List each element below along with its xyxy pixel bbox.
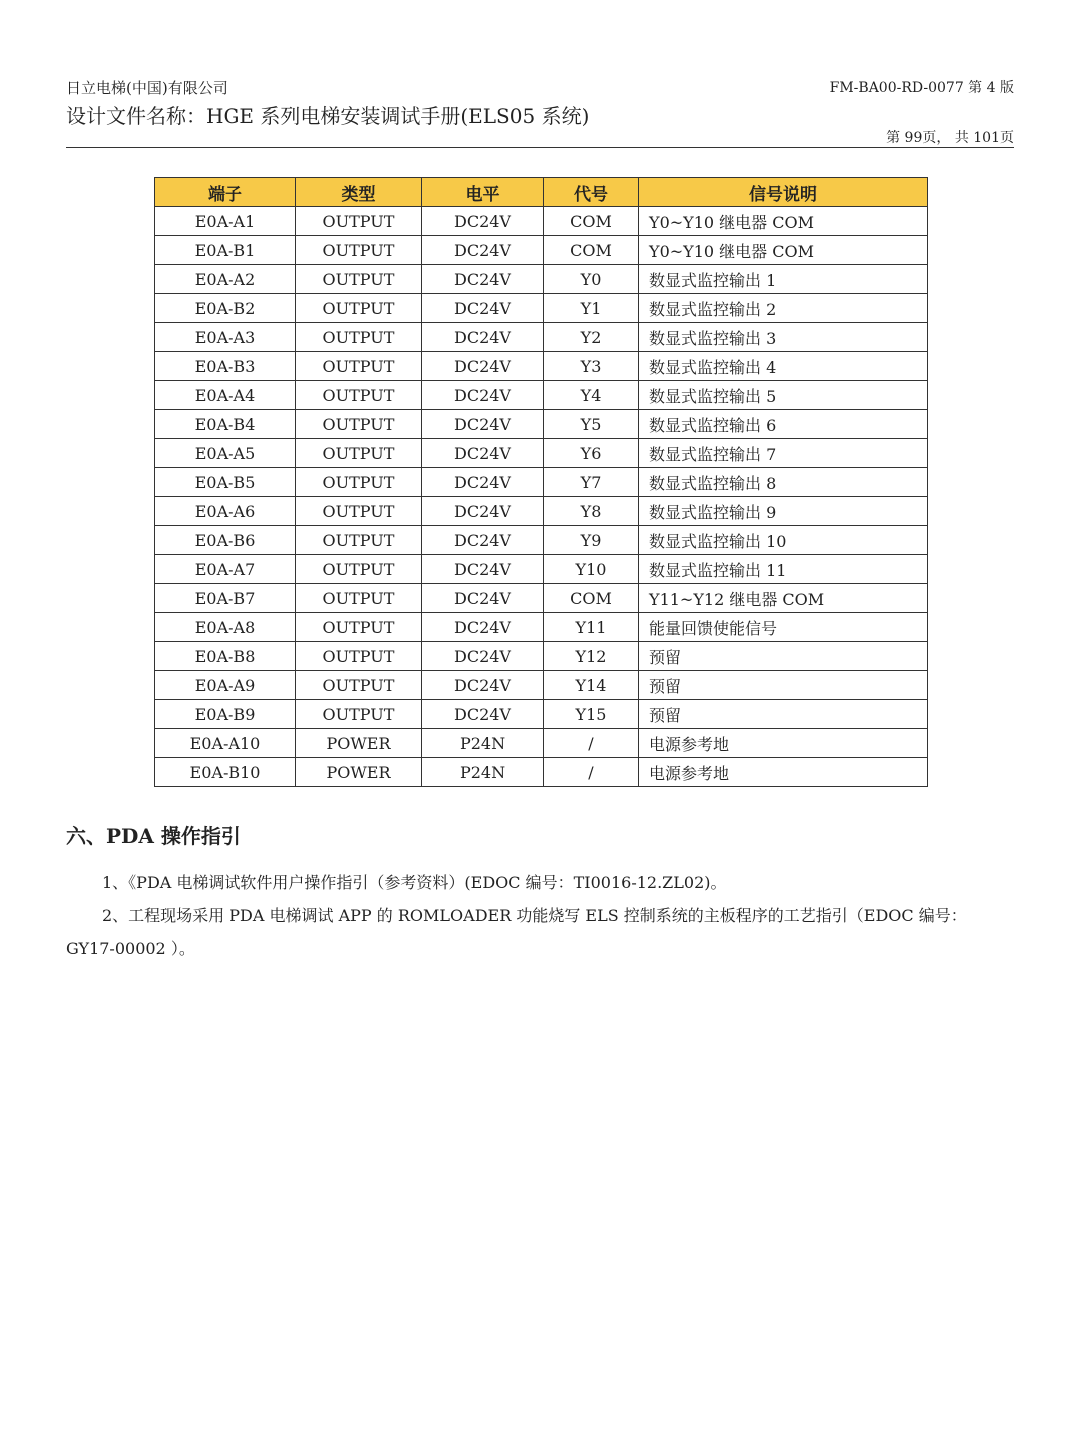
cell-terminal: E0A-B5 xyxy=(155,468,296,497)
cell-code: Y9 xyxy=(544,526,639,555)
cell-code: Y10 xyxy=(544,555,639,584)
table-row xyxy=(155,758,928,787)
cell-code: Y3 xyxy=(544,352,639,381)
cell-code: Y0 xyxy=(544,265,639,294)
cell-terminal: E0A-B4 xyxy=(155,410,296,439)
cell-code: Y6 xyxy=(544,439,639,468)
cell-type: OUTPUT xyxy=(296,207,422,236)
page-number: 第 99页， 共 101页 xyxy=(886,130,1014,146)
cell-type: POWER xyxy=(296,758,422,787)
cell-terminal: E0A-B2 xyxy=(155,294,296,323)
paragraph-1: 1、《PDA 电梯调试软件用户操作指引（参考资料）(EDOC 编号：TI0016-12.ZL02)。 xyxy=(102,873,727,892)
cell-type: OUTPUT xyxy=(296,700,422,729)
table-row xyxy=(155,265,928,294)
cell-signal-desc: 数显式监控输出 8 xyxy=(639,468,928,497)
cell-terminal: E0A-B7 xyxy=(155,584,296,613)
terminal-table xyxy=(154,177,928,787)
company-name: 日立电梯(中国)有限公司 xyxy=(66,79,228,97)
table-row xyxy=(155,671,928,700)
table-row xyxy=(155,497,928,526)
table-row xyxy=(155,613,928,642)
header-code: 代号 xyxy=(544,178,639,207)
cell-level: DC24V xyxy=(422,236,544,265)
cell-level: DC24V xyxy=(422,526,544,555)
paragraph-2: 2、工程现场采用 PDA 电梯调试 APP 的 ROMLOADER 功能烧写 ELS 控制系统的主板程序的工艺指引（EDOC 编号：GY17-00002 ）。 xyxy=(66,906,967,958)
cell-signal-desc: 电源参考地 xyxy=(639,729,928,758)
cell-terminal: E0A-B6 xyxy=(155,526,296,555)
cell-code: Y2 xyxy=(544,323,639,352)
cell-signal-desc: 数显式监控输出 2 xyxy=(639,294,928,323)
cell-signal-desc: 数显式监控输出 10 xyxy=(639,526,928,555)
cell-signal-desc: 数显式监控输出 5 xyxy=(639,381,928,410)
cell-terminal: E0A-A4 xyxy=(155,381,296,410)
header-type: 类型 xyxy=(296,178,422,207)
cell-code: Y8 xyxy=(544,497,639,526)
cell-terminal: E0A-A2 xyxy=(155,265,296,294)
table-row xyxy=(155,439,928,468)
cell-signal-desc: 数显式监控输出 3 xyxy=(639,323,928,352)
header-terminal: 端子 xyxy=(155,178,296,207)
cell-signal-desc: Y0~Y10 继电器 COM xyxy=(639,236,928,265)
cell-code: Y12 xyxy=(544,642,639,671)
cell-signal-desc: Y11~Y12 继电器 COM xyxy=(639,584,928,613)
cell-terminal: E0A-B10 xyxy=(155,758,296,787)
cell-level: DC24V xyxy=(422,584,544,613)
cell-terminal: E0A-A5 xyxy=(155,439,296,468)
cell-type: OUTPUT xyxy=(296,671,422,700)
document-number: FM-BA00-RD-0077 第 4 版 xyxy=(829,80,1014,96)
table-row xyxy=(155,642,928,671)
cell-signal-desc: 数显式监控输出 4 xyxy=(639,352,928,381)
cell-terminal: E0A-B8 xyxy=(155,642,296,671)
cell-type: OUTPUT xyxy=(296,526,422,555)
section-heading: 六、PDA 操作指引 xyxy=(66,824,241,848)
table-row xyxy=(155,526,928,555)
cell-terminal: E0A-A8 xyxy=(155,613,296,642)
cell-type: OUTPUT xyxy=(296,555,422,584)
cell-type: OUTPUT xyxy=(296,265,422,294)
cell-signal-desc: 数显式监控输出 9 xyxy=(639,497,928,526)
cell-code: Y1 xyxy=(544,294,639,323)
cell-type: OUTPUT xyxy=(296,584,422,613)
table-row xyxy=(155,729,928,758)
cell-signal-desc: 数显式监控输出 6 xyxy=(639,410,928,439)
header-divider xyxy=(66,147,1014,148)
cell-terminal: E0A-A10 xyxy=(155,729,296,758)
cell-code: COM xyxy=(544,236,639,265)
cell-level: DC24V xyxy=(422,555,544,584)
cell-signal-desc: 数显式监控输出 11 xyxy=(639,555,928,584)
cell-level: DC24V xyxy=(422,671,544,700)
cell-signal-desc: 预留 xyxy=(639,642,928,671)
cell-terminal: E0A-A6 xyxy=(155,497,296,526)
cell-level: DC24V xyxy=(422,468,544,497)
cell-signal-desc: 能量回馈使能信号 xyxy=(639,613,928,642)
table-row xyxy=(155,410,928,439)
cell-type: OUTPUT xyxy=(296,468,422,497)
cell-level: DC24V xyxy=(422,207,544,236)
cell-code: Y4 xyxy=(544,381,639,410)
cell-type: OUTPUT xyxy=(296,439,422,468)
document-title: 设计文件名称：HGE 系列电梯安装调试手册(ELS05 系统) xyxy=(66,104,590,128)
cell-signal-desc: 预留 xyxy=(639,700,928,729)
cell-code: Y14 xyxy=(544,671,639,700)
cell-code: Y11 xyxy=(544,613,639,642)
cell-code: / xyxy=(544,729,639,758)
cell-type: OUTPUT xyxy=(296,352,422,381)
table-row xyxy=(155,323,928,352)
cell-terminal: E0A-B3 xyxy=(155,352,296,381)
cell-type: OUTPUT xyxy=(296,642,422,671)
cell-terminal: E0A-A9 xyxy=(155,671,296,700)
cell-level: DC24V xyxy=(422,294,544,323)
cell-signal-desc: 电源参考地 xyxy=(639,758,928,787)
cell-terminal: E0A-A3 xyxy=(155,323,296,352)
cell-signal-desc: 数显式监控输出 1 xyxy=(639,265,928,294)
cell-level: P24N xyxy=(422,729,544,758)
cell-type: OUTPUT xyxy=(296,613,422,642)
header-level: 电平 xyxy=(422,178,544,207)
cell-terminal: E0A-A1 xyxy=(155,207,296,236)
table-row xyxy=(155,468,928,497)
cell-type: OUTPUT xyxy=(296,323,422,352)
cell-code: Y5 xyxy=(544,410,639,439)
cell-level: DC24V xyxy=(422,613,544,642)
header-signal-desc: 信号说明 xyxy=(639,178,928,207)
table-row xyxy=(155,352,928,381)
cell-code: / xyxy=(544,758,639,787)
cell-terminal: E0A-B1 xyxy=(155,236,296,265)
cell-code: Y7 xyxy=(544,468,639,497)
table-row xyxy=(155,236,928,265)
cell-level: DC24V xyxy=(422,323,544,352)
cell-level: DC24V xyxy=(422,265,544,294)
cell-type: POWER xyxy=(296,729,422,758)
table-row xyxy=(155,381,928,410)
cell-code: COM xyxy=(544,584,639,613)
cell-level: DC24V xyxy=(422,439,544,468)
cell-code: COM xyxy=(544,207,639,236)
cell-type: OUTPUT xyxy=(296,294,422,323)
cell-terminal: E0A-A7 xyxy=(155,555,296,584)
cell-level: DC24V xyxy=(422,700,544,729)
table-row xyxy=(155,700,928,729)
table-row xyxy=(155,207,928,236)
cell-level: DC24V xyxy=(422,352,544,381)
cell-level: P24N xyxy=(422,758,544,787)
cell-level: DC24V xyxy=(422,642,544,671)
table-row xyxy=(155,584,928,613)
cell-type: OUTPUT xyxy=(296,410,422,439)
cell-type: OUTPUT xyxy=(296,497,422,526)
cell-level: DC24V xyxy=(422,381,544,410)
cell-type: OUTPUT xyxy=(296,236,422,265)
cell-terminal: E0A-B9 xyxy=(155,700,296,729)
table-row xyxy=(155,294,928,323)
table-row xyxy=(155,555,928,584)
cell-signal-desc: 数显式监控输出 7 xyxy=(639,439,928,468)
cell-level: DC24V xyxy=(422,410,544,439)
cell-signal-desc: Y0~Y10 继电器 COM xyxy=(639,207,928,236)
cell-type: OUTPUT xyxy=(296,381,422,410)
table-header-row xyxy=(155,178,928,207)
cell-signal-desc: 预留 xyxy=(639,671,928,700)
cell-level: DC24V xyxy=(422,497,544,526)
cell-code: Y15 xyxy=(544,700,639,729)
